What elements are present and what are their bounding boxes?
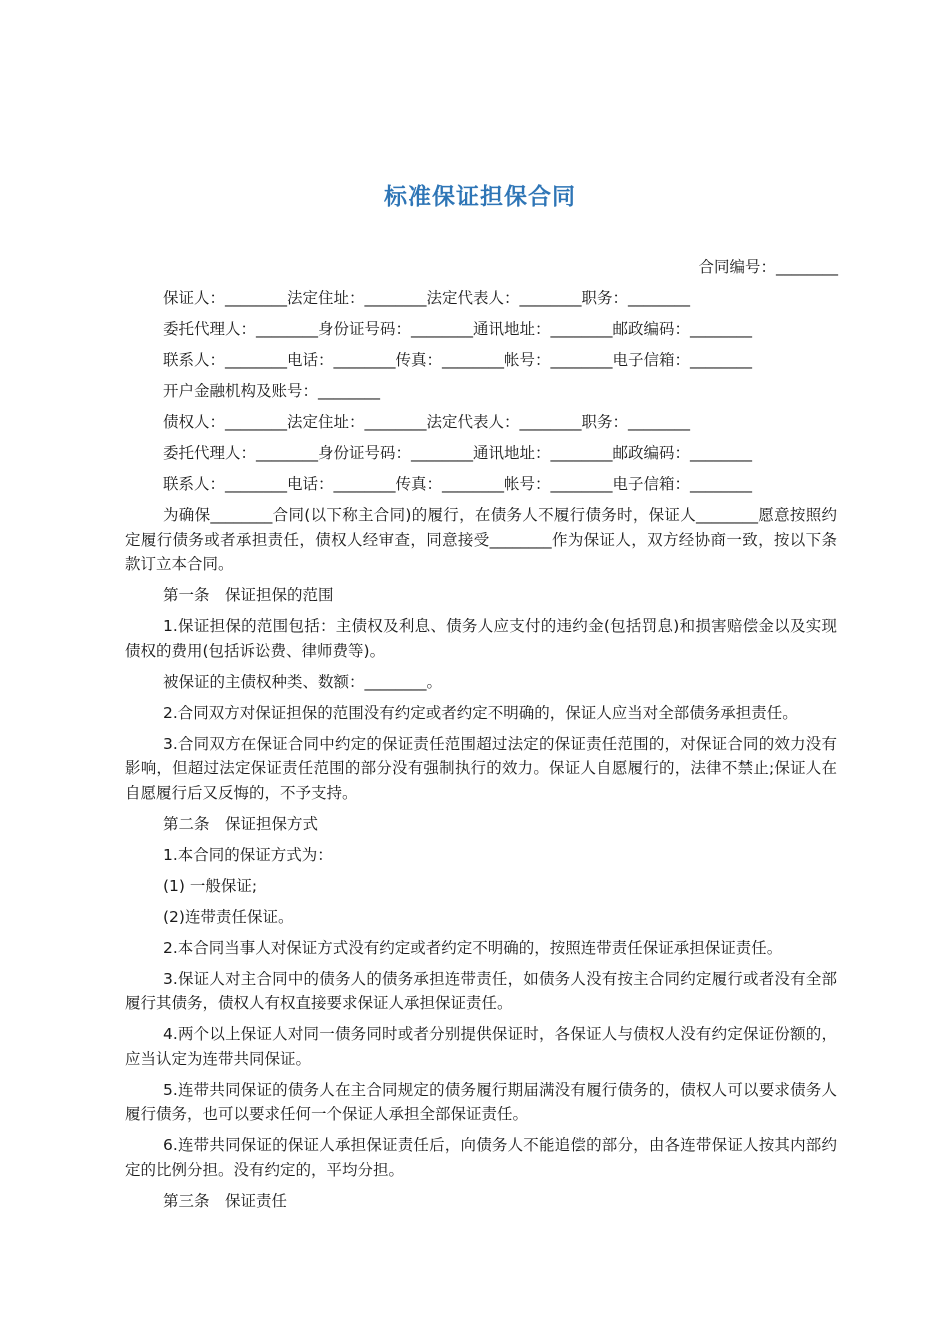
contract-number: 合同编号：________ bbox=[698, 258, 838, 276]
article-2-paragraph: 1.本合同的保证方式为： bbox=[163, 845, 333, 864]
article-2-paragraph: 4.两个以上保证人对同一债务同时或者分别提供保证时，各保证人与债权人没有约定保证份额的，应当认定为连带共同保证。 bbox=[125, 1025, 837, 1068]
article-1-heading: 第一条 保证担保的范围 bbox=[163, 586, 334, 604]
guarantor-agent-field-row: 委托代理人：________身份证号码：________通讯地址：________邮政编码：________ bbox=[163, 320, 753, 338]
article-2-paragraph: 5.连带共同保证的债务人在主合同规定的债务履行期届满没有履行债务的，债权人可以要求债务人履行债务，也可以要求任何一个保证人承担全部保证责任。 bbox=[125, 1080, 837, 1123]
creditor-agent-field-row: 委托代理人：________身份证号码：________通讯地址：________邮政编码：________ bbox=[163, 444, 753, 462]
article-3-heading: 第三条 保证责任 bbox=[163, 1191, 288, 1210]
article-1-paragraph: 1.保证担保的范围包括：主债权及利息、债务人应支付的违约金(包括罚息)和损害赔偿金以及实现债权的费用(包括诉讼费、律师费等)。 bbox=[125, 617, 837, 660]
article-2-paragraph: 2.本合同当事人对保证方式没有约定或者约定不明确的，按照连带责任保证承担保证责任。 bbox=[163, 938, 783, 957]
article-2-paragraph: (2)连带责任保证。 bbox=[163, 907, 294, 926]
article-2-heading: 第二条 保证担保方式 bbox=[163, 814, 319, 833]
creditor-contact-field-row: 联系人：________电话：________传真：________帐号：________电子信箱：________ bbox=[163, 475, 753, 493]
creditor-field-row: 债权人：________法定住址：________法定代表人：________职务：________ bbox=[163, 413, 691, 431]
article-1-paragraph: 被保证的主债权种类、数额：________。 bbox=[163, 672, 443, 691]
article-1-paragraph: 2.合同双方对保证担保的范围没有约定或者约定不明确的，保证人应当对全部债务承担责任。 bbox=[163, 703, 798, 722]
guarantor-contact-field-row: 联系人：________电话：________传真：________帐号：________电子信箱：________ bbox=[163, 351, 753, 369]
bank-account-field-row: 开户金融机构及账号：________ bbox=[163, 382, 381, 400]
article-2-paragraph: 3.保证人对主合同中的债务人的债务承担连带责任，如债务人没有按主合同约定履行或者没有全部履行其债务，债权人有权直接要求保证人承担保证责任。 bbox=[125, 969, 837, 1012]
article-2-paragraph: (1) 一般保证; bbox=[163, 876, 258, 895]
guarantor-field-row: 保证人：________法定住址：________法定代表人：________职务：________ bbox=[163, 289, 691, 307]
preamble-paragraph: 为确保________合同(以下称主合同)的履行，在债务人不履行债务时，保证人________愿意按照约定履行债务或者承担责任，债权人经审查，同意接受________作为保证人，双方经协商一致，按以下条款订立本合同。 bbox=[125, 506, 837, 573]
article-2-paragraph: 6.连带共同保证的保证人承担保证责任后，向债务人不能追偿的部分，由各连带保证人按其内部约定的比例分担。没有约定的，平均分担。 bbox=[125, 1136, 837, 1179]
document-body bbox=[125, 286, 837, 1220]
document-title: 标准保证担保合同 bbox=[384, 184, 576, 210]
article-1-paragraph: 3.合同双方在保证合同中约定的保证责任范围超过法定的保证责任范围的，对保证合同的效力没有影响，但超过法定保证责任范围的部分没有强制执行的效力。保证人自愿履行的，法律不禁止;保证人在自愿履行后又反悔的，不予支持。 bbox=[125, 734, 837, 802]
